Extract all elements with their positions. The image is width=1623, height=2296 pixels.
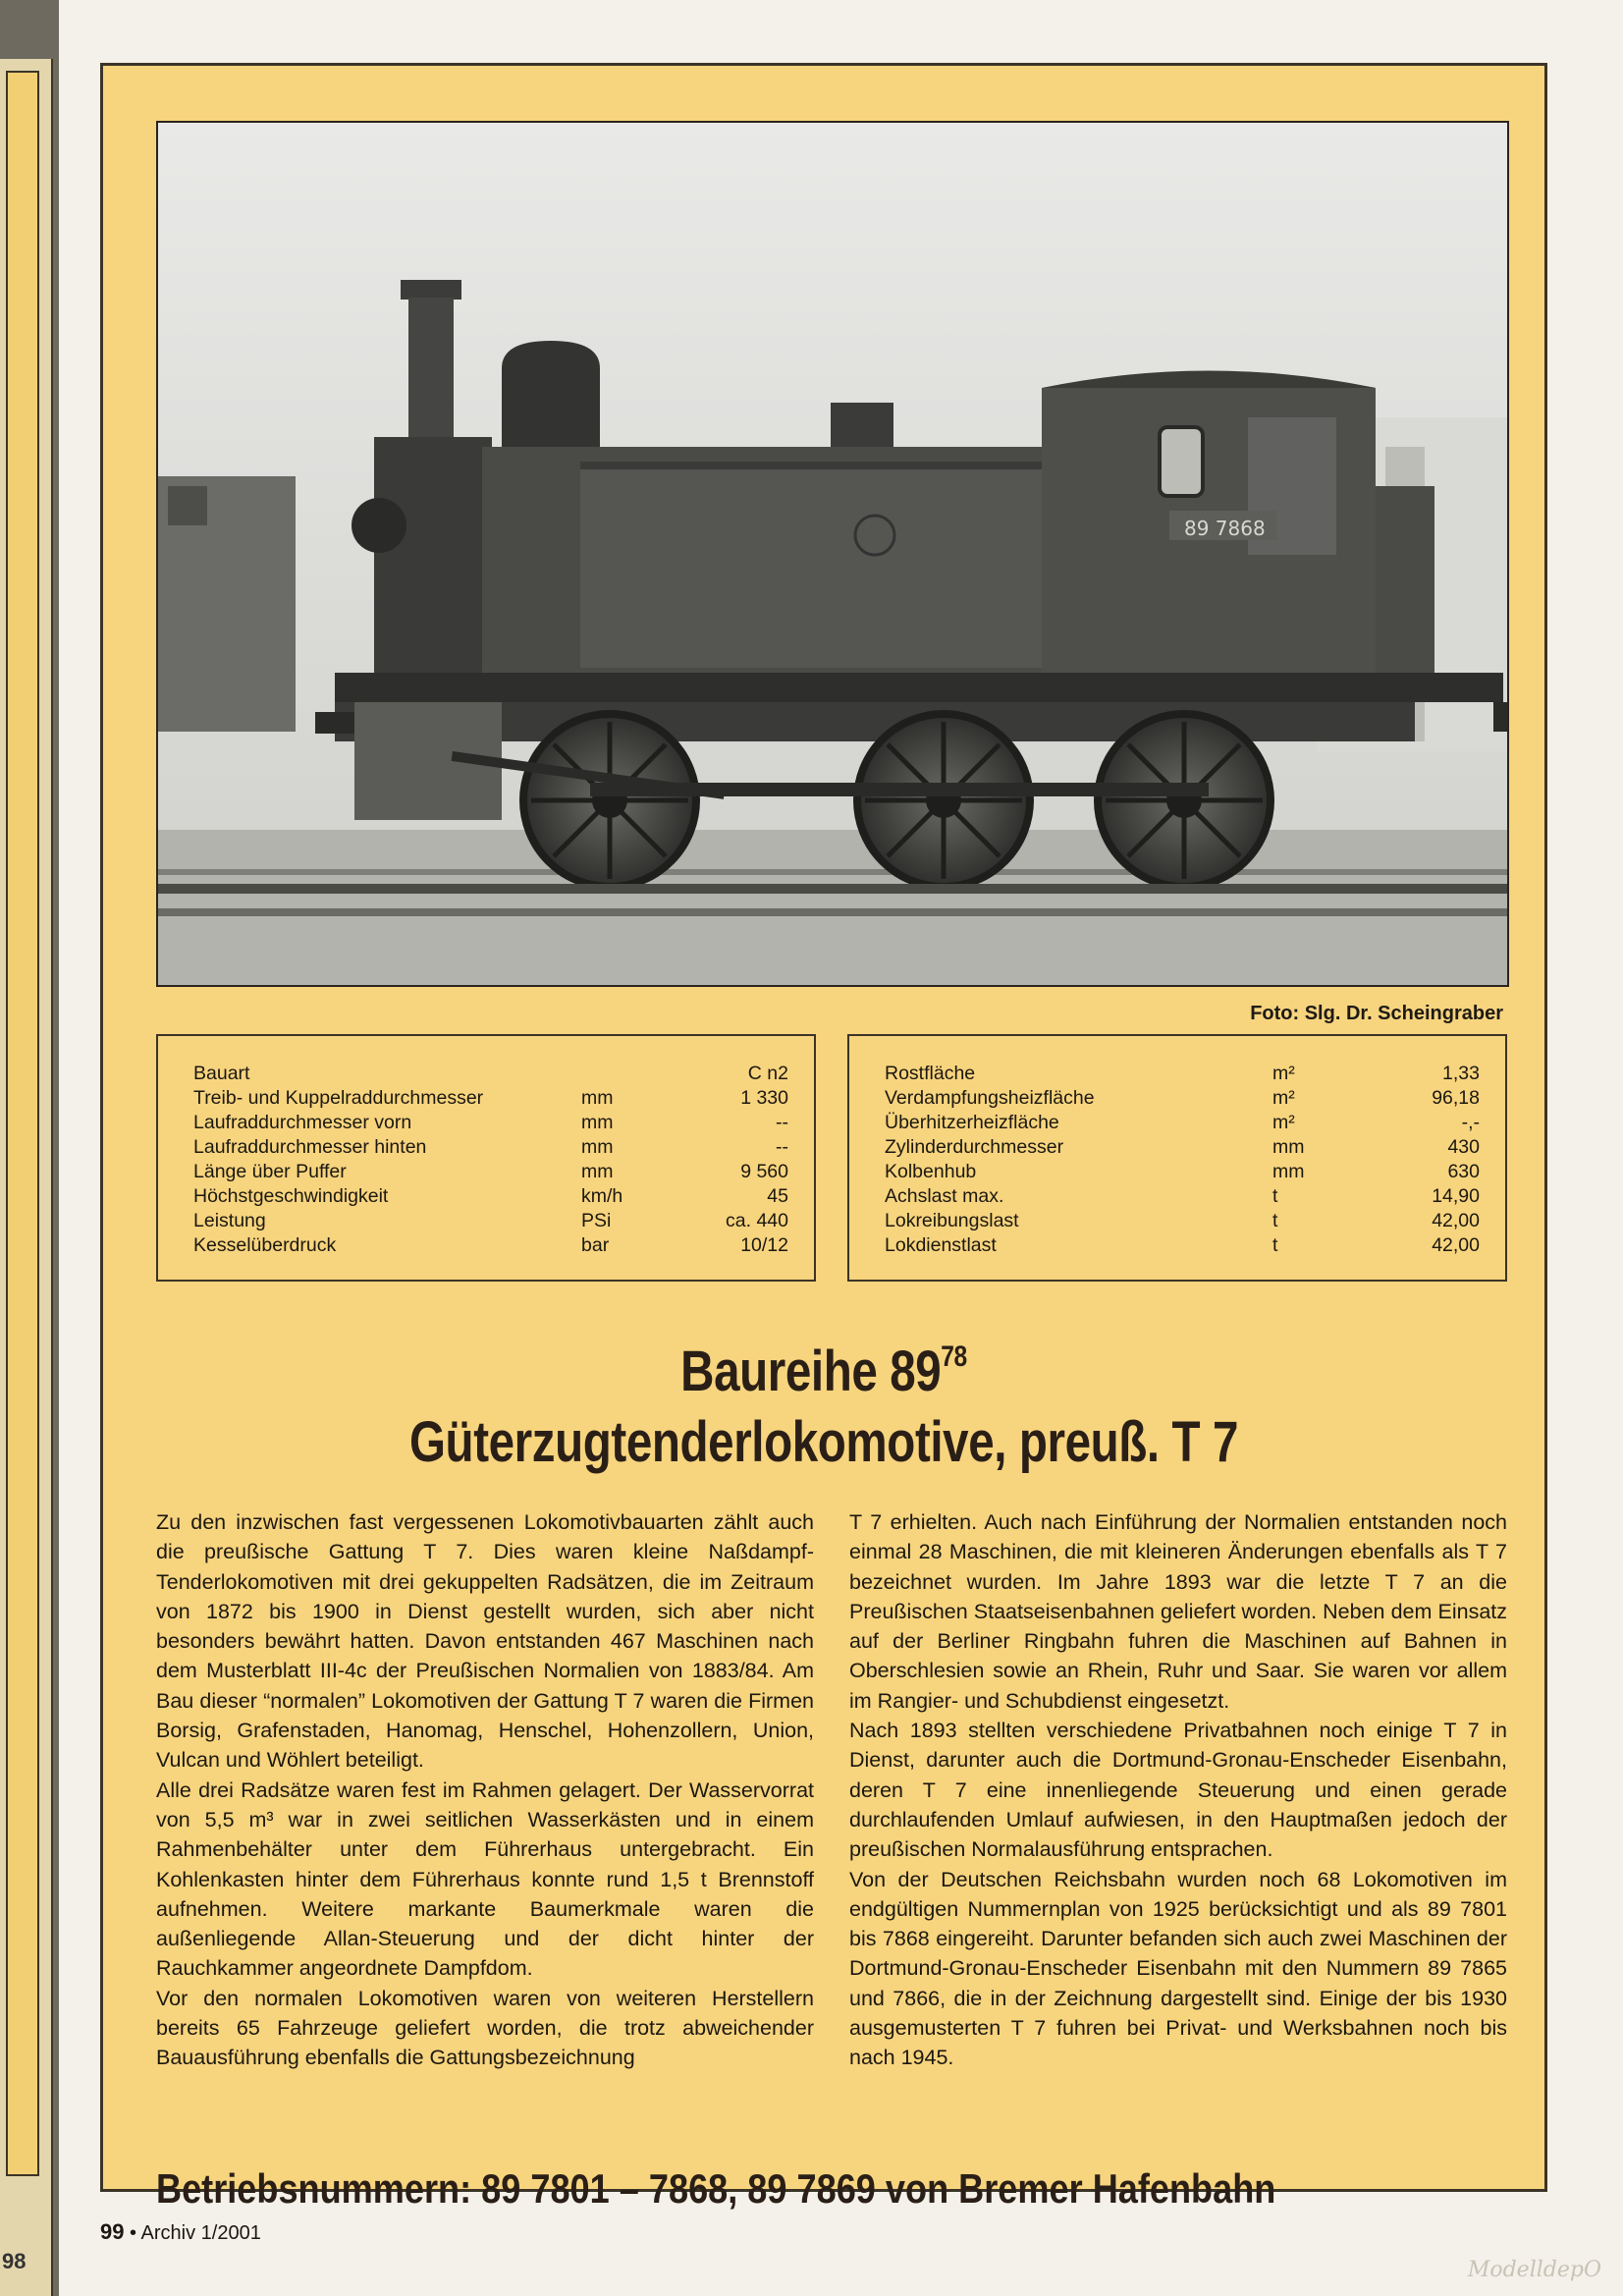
spec-unit: mm (581, 1112, 614, 1133)
loco-number-plate: 89 7868 (1184, 517, 1266, 540)
spec-unit (581, 1062, 670, 1086)
spec-label: Laufraddurchmesser hinten (193, 1136, 427, 1158)
article-frame (100, 63, 1547, 2212)
spec-value: 96,18 (1432, 1087, 1480, 1109)
spec-value: 9 560 (740, 1161, 788, 1182)
table-row (193, 1135, 788, 1160)
spec-label: Rostfläche (885, 1063, 976, 1084)
table-row (885, 1160, 1480, 1184)
table-row (193, 1233, 788, 1258)
spec-label: Kolbenhub (885, 1161, 977, 1182)
spec-unit: mm (1272, 1161, 1305, 1182)
page-number: 99 (100, 2219, 125, 2244)
spec-value: 45 (767, 1185, 788, 1207)
footer-separator: • (130, 2222, 137, 2244)
spec-label: Kesselüberdruck (193, 1234, 337, 1256)
table-row (193, 1184, 788, 1209)
spec-label: Zylinderdurchmesser (885, 1136, 1064, 1158)
table-row (885, 1086, 1480, 1111)
body-column-left (156, 1507, 814, 2073)
spec-unit: t (1272, 1185, 1278, 1207)
previous-page-number: 98 (2, 2249, 27, 2273)
betriebsnummern-heading: Betriebsnummern: 89 7801 – 7868, 89 7869 von Bremer Hafenbahn (156, 2165, 1276, 2212)
spec-label: Lokdienstlast (885, 1234, 997, 1256)
spec-unit: m² (1272, 1087, 1295, 1109)
article-title (233, 1339, 1415, 1404)
spec-unit: bar (581, 1234, 610, 1256)
paragraph: Zu den inzwischen fast vergessenen Lokomotivbauarten zählt auch die preußische Gattung T 7. Dies waren kleine Naßdampf-Tenderlokomotiven mit drei gekuppelten Radsätzen, die im Zeitraum von 1872 bis 1900 in Dienst gestellt wurden, sich aber nicht besonders bewährt hatten. Davon entstanden 467 Maschinen nach dem Musterblatt III-4c der Preußischen Normalien von 1883/84. Am Bau dieser “normalen” Lokomotiven der Gattung T 7 waren die Firmen Borsig, Grafenstaden, Hanomag, Henschel, Hohenzollern, Union, Vulcan und Wöhlert beteiligt. (156, 1510, 814, 1773)
spec-unit: km/h (581, 1185, 623, 1207)
paragraph: Von der Deutschen Reichsbahn wurden noch 68 Lokomotiven im endgültigen Nummernplan von 1925 berücksichtigt und als 89 7801 bis 7868 eingereiht. Darunter befanden sich auch zwei Maschinen der Dortmund-Gronau-Enscheder Eisenbahn mit den Nummern 89 7865 und 7866, die in der Zeichnung dargestellt sind. Einige der bis 1930 ausgemusterten T 7 fuhren bei Privat- und Werksbahnen noch bis nach 1945. (849, 1867, 1507, 2070)
spec-unit: m² (1272, 1112, 1295, 1133)
publication-name: Archiv 1/2001 (140, 2222, 261, 2244)
paragraph: Vor den normalen Lokomotiven waren von weiteren Herstellern bereits 65 Fahrzeuge geliefert worden, die trotz abweichender Bauausführung ebenfalls die Gattungsbezeichnung (156, 1986, 814, 2070)
spec-label: Leistung (193, 1210, 266, 1231)
spec-value: 42,00 (1432, 1210, 1480, 1231)
spec-value: -- (776, 1136, 788, 1158)
table-row (193, 1160, 788, 1184)
spec-unit: t (1272, 1210, 1278, 1231)
spec-value: 10/12 (740, 1234, 788, 1256)
spec-value: 14,90 (1432, 1185, 1480, 1207)
previous-page-edge (0, 59, 53, 2296)
table-row (193, 1086, 788, 1111)
paragraph: Alle drei Radsätze waren fest im Rahmen gelagert. Der Wasservorrat von 5,5 m³ war in zwei seitlichen Wasserkästen und in einem Rahmenbehälter unter dem Führerhaus untergebracht. Ein Kohlenkasten hinter dem Führerhaus konnte rund 1,5 t Brennstoff aufnehmen. Weitere markante Baumerkmale waren die außenliegende Allan-Steuerung und der dicht hinter der Rauchkammer angeordnete Dampfdom. (156, 1777, 814, 1981)
article-subtitle: Güterzugtenderlokomotive, preuß. T 7 (408, 1410, 1239, 1474)
spec-label: Achslast max. (885, 1185, 1004, 1207)
title-main: Baureihe 89 (680, 1339, 942, 1403)
body-column-right (849, 1507, 1507, 2073)
table-row (193, 1062, 788, 1086)
table-row (885, 1233, 1480, 1258)
spec-unit: mm (581, 1161, 614, 1182)
watermark: ModelldepO (1467, 2258, 1601, 2282)
spec-value: ca. 440 (726, 1210, 788, 1231)
spec-unit: mm (581, 1136, 614, 1158)
paragraph: Nach 1893 stellten verschiedene Privatbahnen noch einige T 7 in Dienst, darunter auch die Dortmund-Gronau-Enscheder Eisenbahn, deren T 7 eine innenliegende Steuerung und einen gerade durchlaufenden Umlauf aufwiesen, in den Hauptmaßen jedoch der preußischen Normalausführung entsprachen. (849, 1719, 1507, 1862)
spec-value: -- (776, 1112, 788, 1133)
spec-value: 630 (1447, 1161, 1480, 1182)
spec-label: Treib- und Kuppelraddurchmesser (193, 1087, 484, 1109)
previous-page-frame (6, 71, 39, 2176)
table-row (885, 1209, 1480, 1233)
spec-value: 430 (1447, 1136, 1480, 1158)
photo-credit: Foto: Slg. Dr. Scheingraber (1250, 1003, 1503, 1024)
spec-unit: m² (1272, 1063, 1295, 1084)
spec-table-right (847, 1034, 1507, 1282)
spec-label: Lokreibungslast (885, 1210, 1019, 1231)
spec-label: Überhitzerheizfläche (885, 1112, 1059, 1133)
spec-unit: mm (1272, 1136, 1305, 1158)
spec-label: Verdampfungsheizfläche (885, 1087, 1095, 1109)
table-row (885, 1062, 1480, 1086)
spec-label: Laufraddurchmesser vorn (193, 1112, 412, 1133)
spec-table-left (156, 1034, 816, 1282)
page-footer (100, 2219, 261, 2245)
spec-value: 42,00 (1432, 1234, 1480, 1256)
locomotive-photo (156, 121, 1509, 987)
table-row (193, 1209, 788, 1233)
table-row (885, 1135, 1480, 1160)
title-superscript: 78 (941, 1340, 967, 1373)
paragraph: T 7 erhielten. Auch nach Einführung der Normalien entstanden noch einmal 28 Maschinen, die mit kleineren Änderungen ebenfalls als T 7 bezeichnet wurden. Im Jahre 1893 war die letzte T 7 an die Preußischen Staatseisenbahnen geliefert worden. Neben dem Einsatz auf der Berliner Ringbahn fuhren die Maschinen auf Bahnen in Oberschlesien sowie an Rhein, Ruhr und Saar. Sie waren vor allem im Rangier- und Schubdienst eingesetzt. (849, 1510, 1507, 1713)
spec-label: Bauart (193, 1063, 250, 1084)
spec-value: 1,33 (1442, 1063, 1480, 1084)
spec-unit: PSi (581, 1210, 612, 1231)
spec-label: Länge über Puffer (193, 1161, 347, 1182)
spec-label: Höchstgeschwindigkeit (193, 1185, 389, 1207)
spec-value: -,- (1461, 1112, 1480, 1133)
spec-unit: t (1272, 1234, 1278, 1256)
spec-value: 1 330 (740, 1087, 788, 1109)
table-row (193, 1111, 788, 1135)
magazine-page (59, 0, 1623, 2296)
spec-value: C n2 (747, 1063, 788, 1084)
table-row (885, 1111, 1480, 1135)
table-row (885, 1184, 1480, 1209)
spec-unit: mm (581, 1087, 614, 1109)
